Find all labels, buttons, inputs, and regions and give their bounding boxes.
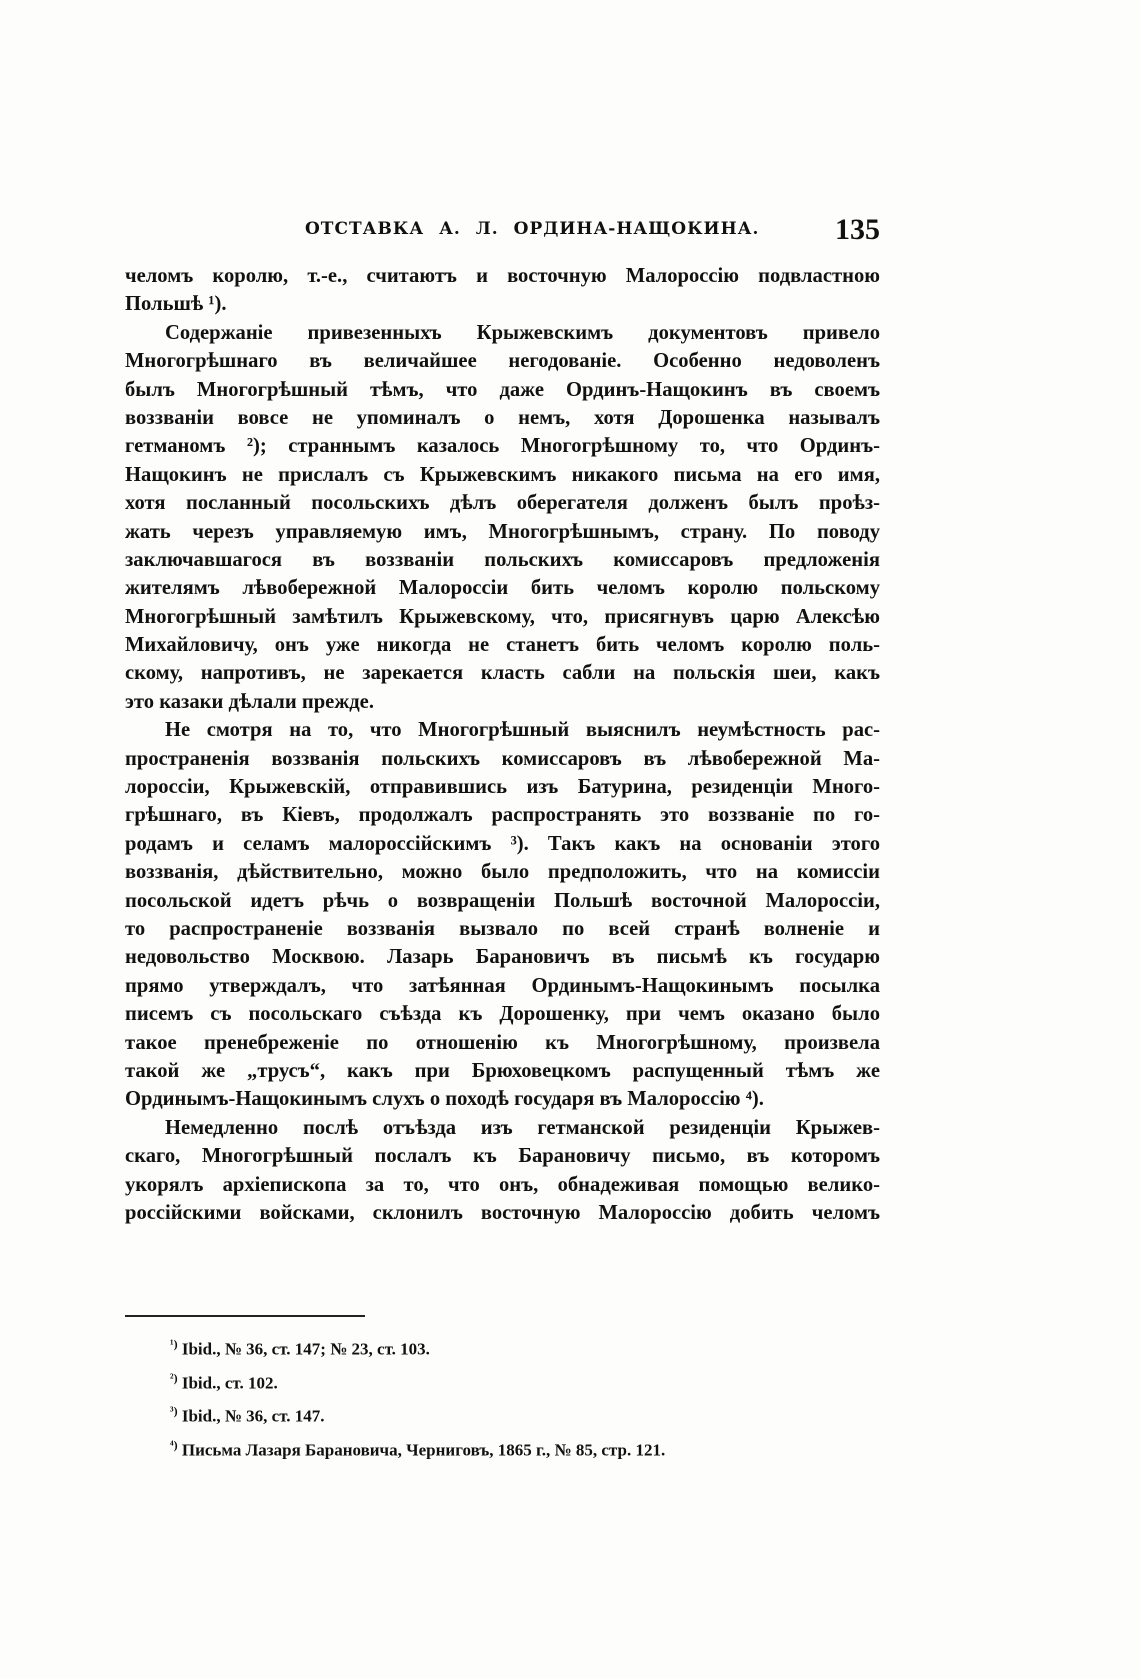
- footnote: [170, 1431, 870, 1465]
- text-line: писемъ съ посольскаго съѣзда къ Дорошенку, при чемъ оказано было: [125, 1003, 880, 1026]
- text-line: Многогрѣшнаго въ величайшее негодованіе. Особенно недоволенъ: [125, 350, 880, 373]
- footnote-divider: [125, 1315, 365, 1317]
- text-line: воззванія, дѣйствительно, можно было предположить, что на комиссіи: [125, 861, 880, 884]
- text-line: пространенія воззванія польскихъ комиссаровъ въ лѣвобережной Ма-: [125, 747, 880, 770]
- text-line: прямо утверждалъ, что затѣянная Ординымъ-Нащокинымъ посылка: [125, 974, 880, 997]
- text-line: родамъ и селамъ малороссійскимъ ³). Такъ какъ на основаніи этого: [125, 832, 880, 855]
- text-line: Нащокинъ не прислалъ съ Крыжевскимъ никакого письма на его имя,: [125, 463, 880, 486]
- text-line: скаго, Многогрѣшный послалъ къ Барановичу письмо, въ которомъ: [125, 1145, 880, 1168]
- text-line: скому, напротивъ, не зарекается класть сабли на польскія шеи, какъ: [125, 662, 880, 685]
- text-line: заключавшагося въ воззваніи польскихъ комиссаровъ предложенія: [125, 548, 880, 571]
- text-line: Ординымъ-Нащокинымъ слухъ о походѣ государя въ Малороссію ⁴).: [125, 1088, 764, 1111]
- text-line: хотя посланный посольскихъ дѣлъ оберегателя долженъ былъ проѣз-: [125, 492, 880, 515]
- text-line: то распространеніе воззванія вызвало по всей странѣ волненіе и: [125, 917, 880, 940]
- text-line: Содержаніе привезенныхъ Крыжевскимъ документовъ привело: [165, 321, 880, 344]
- footnote-text: Ibid., № 36, ст. 147.: [181, 1406, 325, 1426]
- body-text: [125, 262, 880, 1227]
- text-line: жать черезъ управляемую имъ, Многогрѣшнымъ, страну. По поводу: [125, 520, 880, 543]
- text-line: укорялъ архіепископа за то, что онъ, обнадеживая помощью велико-: [125, 1173, 880, 1196]
- text-line: это казаки дѣлали прежде.: [125, 690, 374, 713]
- text-line: Польшѣ ¹).: [125, 293, 227, 316]
- text-line: Михайловичу, онъ уже никогда не станетъ бить челомъ королю поль-: [125, 634, 880, 657]
- footnote-mark: ⁴): [170, 1437, 178, 1452]
- page-number: 135: [835, 213, 880, 246]
- text-line: лороссіи, Крыжевскій, отправившись изъ Батурина, резиденціи Много-: [125, 776, 880, 799]
- footnote: [170, 1364, 870, 1398]
- text-line: гетманомъ ²); страннымъ казалось Многогрѣшному то, что Ординъ-: [125, 435, 880, 458]
- footnote-mark: ¹): [170, 1337, 178, 1351]
- text-line: такое пренебреженіе по отношенію къ Многогрѣшному, произвела: [125, 1031, 880, 1054]
- text-line: грѣшнаго, въ Кіевъ, продолжалъ распространять это воззваніе по го-: [125, 804, 880, 827]
- text-line: воззваніи вовсе не упоминалъ о немъ, хотя Дорошенка называлъ: [125, 406, 880, 429]
- footnote-text: Ibid., № 36, ст. 147; № 23, ст. 103.: [181, 1339, 430, 1359]
- footnotes: [170, 1330, 870, 1464]
- text-line: Немедленно послѣ отъѣзда изъ гетманской резиденціи Крыжев-: [165, 1116, 880, 1139]
- running-title: ОТСТАВКА А. Л. ОРДИНА-НАЩОКИНА.: [305, 219, 760, 239]
- text-line: былъ Многогрѣшный тѣмъ, что даже Ординъ-Нащокинъ въ своемъ: [125, 378, 880, 401]
- page-header: [125, 213, 880, 247]
- text-line: жителямъ лѣвобережной Малороссіи бить челомъ королю польскому: [125, 577, 880, 600]
- footnote: [170, 1397, 870, 1431]
- text-line: Не смотря на то, что Многогрѣшный выяснилъ неумѣстность рас-: [165, 719, 880, 742]
- footnote: [170, 1330, 870, 1364]
- text-line: такой же „трусъ“, какъ при Брюховецкомъ распущенный тѣмъ же: [125, 1059, 880, 1082]
- footnote-mark: ²): [170, 1370, 178, 1385]
- text-line: недовольство Москвою. Лазарь Барановичъ въ письмѣ къ государю: [125, 946, 880, 969]
- footnote-text: Ibid., ст. 102.: [181, 1373, 278, 1393]
- footnote-text: Письма Лазаря Барановича, Черниговъ, 1865 г., № 85, стр. 121.: [181, 1440, 666, 1460]
- footnote-mark: ³): [170, 1404, 178, 1419]
- text-line: челомъ королю, т.-е., считаютъ и восточную Малороссію подвластною: [125, 265, 880, 287]
- text-line: посольской идетъ рѣчь о возвращеніи Польшѣ восточной Малороссіи,: [125, 889, 880, 912]
- text-line: Многогрѣшный замѣтилъ Крыжевскому, что, присягнувъ царю Алексѣю: [125, 605, 880, 628]
- text-line: россійскими войсками, склонилъ восточную Малороссію добить челомъ: [125, 1201, 880, 1224]
